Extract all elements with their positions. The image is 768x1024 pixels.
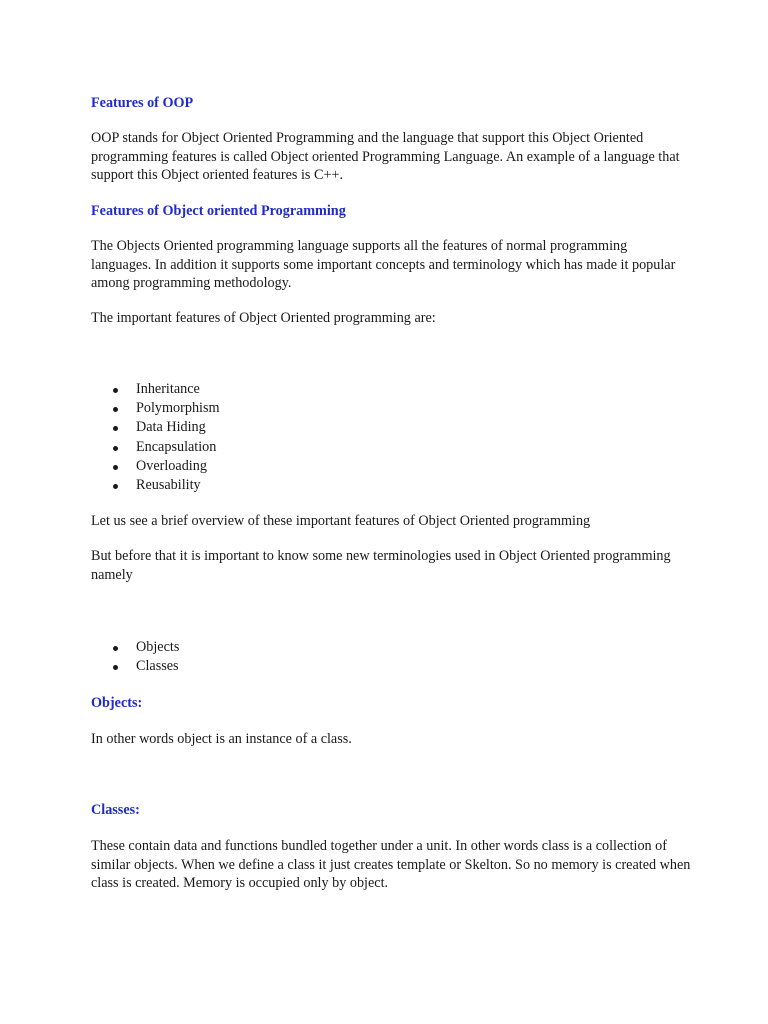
heading-objects: Objects: — [91, 695, 143, 711]
list-item-label: Data Hiding — [136, 419, 206, 436]
list-item-label: Encapsulation — [136, 438, 217, 455]
list-item-label: Objects — [136, 639, 180, 655]
list-item — [91, 418, 691, 437]
heading-features-of-oop: Features of OOP — [91, 95, 194, 111]
list-item-label: Inheritance — [136, 381, 200, 397]
list-item — [91, 399, 691, 418]
list-item — [91, 638, 691, 657]
list-item — [91, 457, 691, 476]
bullet-icon — [113, 465, 118, 470]
list-item-label: Classes — [136, 658, 179, 675]
list-item — [91, 380, 691, 399]
paragraph-oop-intro: OOP stands for Object Oriented Programming and the language that support this Object Oriented programming features is called Object oriented Programming Language. An example of a language that support this Object oriented features is C++. — [91, 130, 680, 184]
heading-classes: Classes: — [91, 802, 140, 818]
list-item — [91, 438, 691, 457]
bullet-icon — [113, 665, 118, 670]
bullet-icon — [113, 426, 118, 431]
list-item-label: Reusability — [136, 476, 201, 493]
paragraph-overview: Let us see a brief overview of these important features of Object Oriented programming — [91, 513, 591, 529]
features-list — [91, 380, 691, 495]
terminology-list — [91, 638, 691, 676]
bullet-icon — [113, 407, 118, 412]
list-item — [91, 476, 691, 495]
paragraph-features-intro: The Objects Oriented programming language supports all the features of normal programming languages. In addition it supports some important concepts and terminology which has made it popular among programming methodology. — [91, 238, 676, 292]
heading-features-of-object-oriented-programming: Features of Object oriented Programming — [91, 203, 346, 219]
list-item-label: Polymorphism — [136, 400, 220, 417]
bullet-icon — [113, 646, 118, 651]
bullet-icon — [113, 446, 118, 451]
paragraph-important-features: The important features of Object Oriented programming are: — [91, 310, 436, 326]
paragraph-objects: In other words object is an instance of a class. — [91, 731, 352, 747]
list-item — [91, 657, 691, 676]
paragraph-terminologies: But before that it is important to know some new terminologies used in Object Oriented programming namely — [91, 548, 671, 583]
bullet-icon — [113, 484, 118, 489]
bullet-icon — [113, 388, 118, 393]
list-item-label: Overloading — [136, 457, 207, 474]
paragraph-classes: These contain data and functions bundled together under a unit. In other words class is a collection of similar objects. When we define a class it just creates template or Skelton. So no memory is created when class is created. Memory is occupied only by object. — [91, 838, 691, 892]
